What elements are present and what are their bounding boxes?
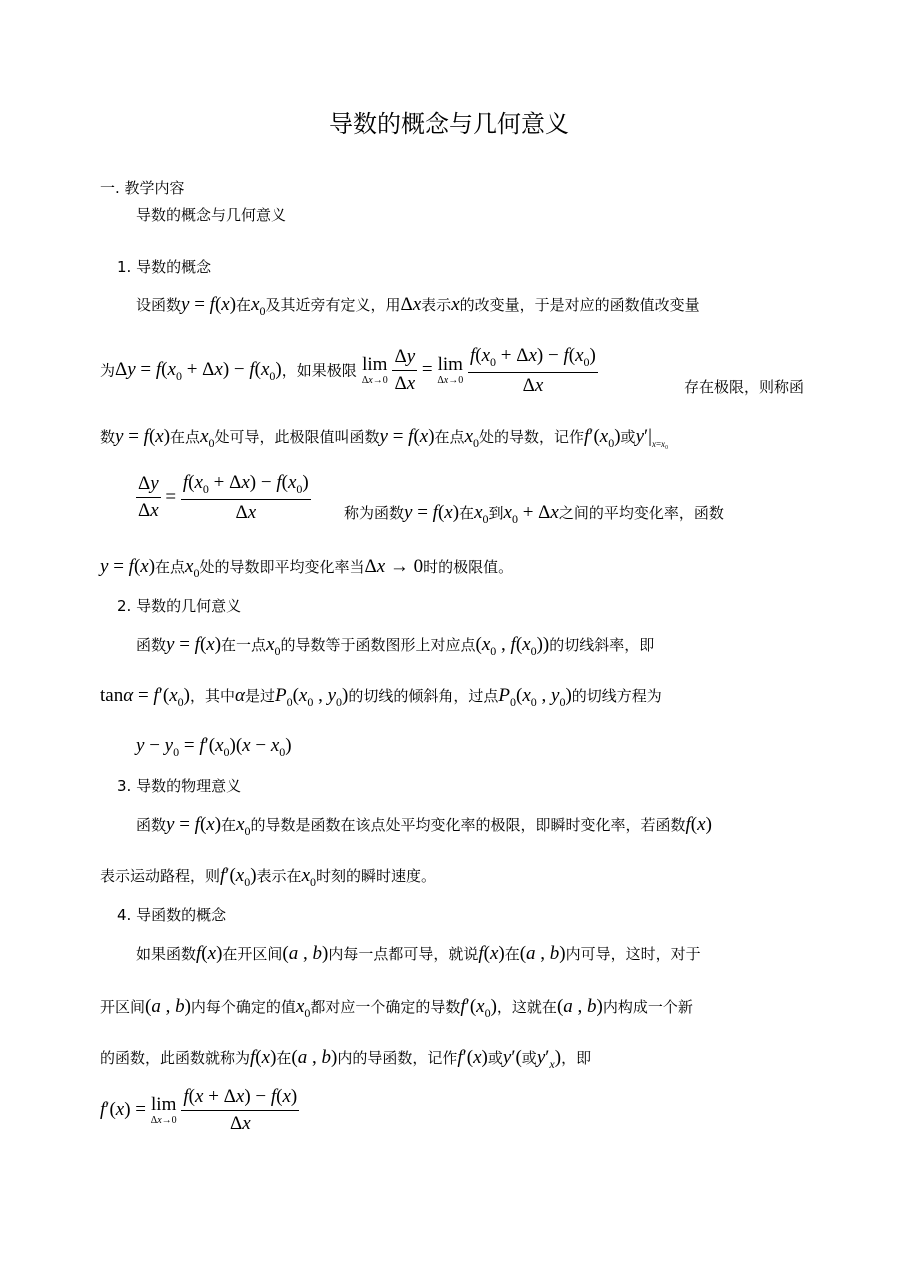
tangent-line-equation: $y - y_0 = f'(x_0)(x - x_0)$ xyxy=(136,735,292,759)
s1-line2: 为$\Delta y = f(x_0 + \Delta x) - f(x_0)$，如果极限 lim Δx→0 $\frac{\Delta y}{\Delta x}$ = lim Δx→0 $\frac{f(x_0 + \Delta x) - f(x_0)}{\Delta x}$ xyxy=(100,345,596,396)
s2-line1: 函数y = f(x)在一点$x_0$的导数等于函数图形上对应点($x_0$ , $f(x_0)$)的切线斜率，即 xyxy=(136,634,655,658)
s3-line2: 表示运动路程，则$f'(x_0)$表示在$x_0$时刻的瞬时速度。 xyxy=(100,865,437,889)
s4-line1: 如果函数f(x)在开区间(a , b)内每一点都可导，就说f(x)在(a , b)内可导，这时，对于 xyxy=(136,943,701,964)
s2-heading: 2. 导数的几何意义 xyxy=(117,597,242,615)
s3-line1: 函数y = f(x)在$x_0$的导数是函数在该点处平均变化率的极限，即瞬时变化率，若函数f(x) xyxy=(136,814,712,838)
s1-line1: 设函数y = f(x)在$x_0$及其近旁有定义，用Δx表示x的改变量，于是对应的函数值改变量 xyxy=(136,294,700,318)
s4-line3: 的函数，此函数就称为f(x)在(a , b)内的导函数，记作f′(x)或y′(或$y'_x$)，即 xyxy=(100,1047,592,1071)
derivative-function-formula: f′(x) = lim Δx→0 $\frac{f(x + \Delta x) - f(x)}{\Delta x}$ xyxy=(100,1086,298,1134)
s1-line3: 数y = f(x)在点$x_0$处可导，此极限值叫函数y = f(x)在点$x_0$处的导数，记作$f'(x_0)$或$y'|_{x=x_0}$ xyxy=(100,426,669,450)
s1-heading: 1. 导数的概念 xyxy=(117,258,212,276)
s1-line4: 称为函数y = f(x)在$x_0$到$x_0 + \Delta x$之间的平均变化率，函数 xyxy=(344,502,724,526)
page-title: 导数的概念与几何意义 xyxy=(329,110,569,138)
s1-line5: y = f(x)在点$x_0$处的导数即平均变化率当Δx → 0时的极限值。 xyxy=(100,556,514,580)
s3-heading: 3. 导数的物理意义 xyxy=(117,777,242,795)
s4-heading: 4. 导函数的概念 xyxy=(117,906,227,924)
section-subtitle: 导数的概念与几何意义 xyxy=(136,206,287,224)
s2-line2: $\tan\alpha = f'(x_0)$，其中α是过$P_0(x_0$ , $y_0$)的切线的倾斜角，过点$P_0(x_0$ , $y_0$)的切线方程为 xyxy=(100,685,662,709)
section-heading: 一. 教学内容 xyxy=(100,179,185,197)
s1-line2-end: 存在极限，则称函 xyxy=(684,378,805,396)
avg-rate-formula: $\frac{\Delta y}{\Delta x}$ = $\frac{f(x_0 + \Delta x) - f(x_0)}{\Delta x}$ xyxy=(138,472,309,523)
limit-formula: lim Δx→0 $\frac{\Delta y}{\Delta x}$ = lim Δx→0 $\frac{f(x_0 + \Delta x) - f(x_0)}{\Delta x}$ xyxy=(361,345,596,396)
s4-line2: 开区间(a , b)内每个确定的值$x_0$都对应一个确定的导数$f'(x_0)$，这就在(a , b)内构成一个新 xyxy=(100,996,693,1020)
